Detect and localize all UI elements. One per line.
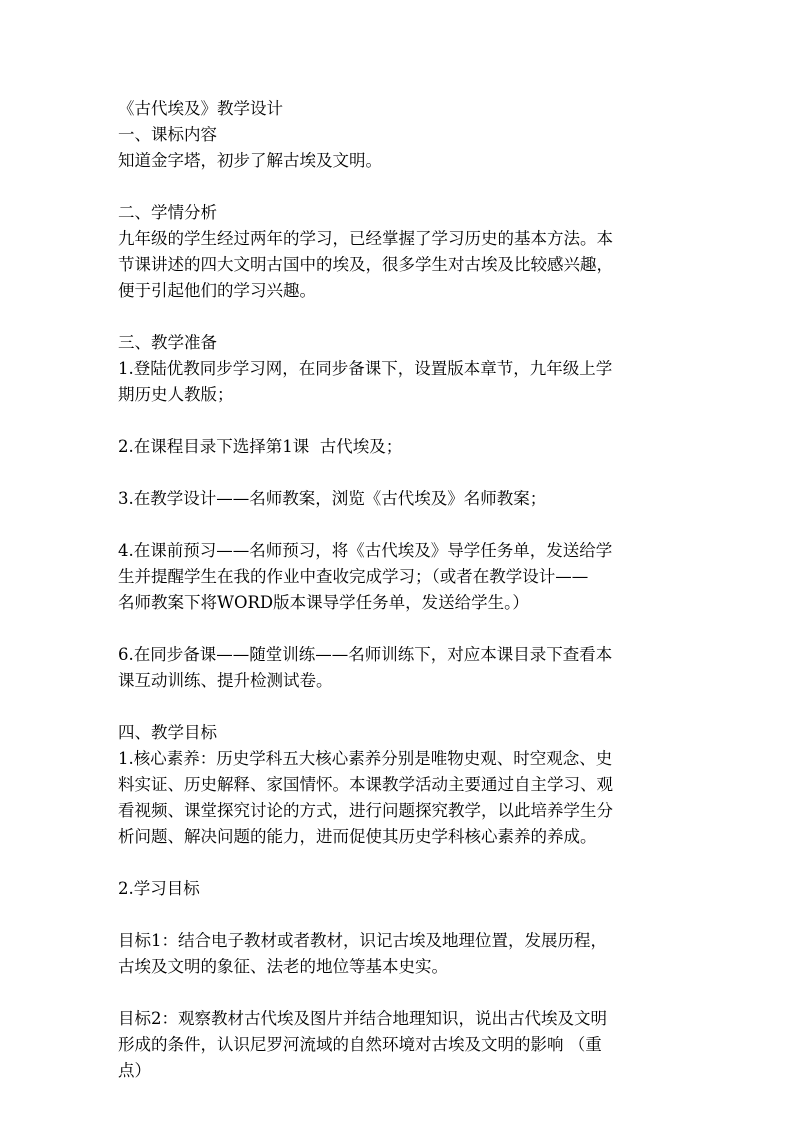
- goal-2-line: 形成的条件，认识尼罗河流域的自然环境对古埃及文明的影响 （重: [118, 1035, 602, 1054]
- preparation-item-4-line: 生并提醒学生在我的作业中查收完成学习；（或者在教学设计——: [118, 567, 589, 586]
- preparation-item-4-line: 名师教案下将WORD版本课导学任务单，发送给学生。）: [118, 593, 529, 612]
- student-analysis-line: 便于引起他们的学习兴趣。: [118, 281, 316, 300]
- blank-line: [118, 512, 680, 538]
- goal-2-line: 目标2：观察教材古代埃及图片并结合地理知识，说出古代埃及文明: [118, 1009, 607, 1028]
- objectives-item-2: 2.学习目标: [118, 879, 200, 898]
- preparation-item-6-line: 课互动训练、提升检测试卷。: [118, 671, 333, 690]
- curriculum-text: 知道金字塔，初步了解古埃及文明。: [118, 151, 382, 170]
- objectives-item-1-line: 看视频、课堂探究讨论的方式，进行问题探究教学，以此培养学生分: [118, 801, 613, 820]
- preparation-item-1-line: 期历史人教版；: [118, 385, 234, 404]
- preparation-item-6-line: 6.在同步备课——随堂训练——名师训练下，对应本课目录下查看本: [118, 645, 613, 664]
- goal-1-line: 古埃及文明的象征、法老的地位等基本史实。: [118, 957, 448, 976]
- blank-line: [118, 616, 680, 642]
- blank-line: [118, 174, 680, 200]
- objectives-item-1-line: 析问题、解决问题的能力，进而促使其历史学科核心素养的养成。: [118, 827, 597, 846]
- preparation-item-4-line: 4.在课前预习——名师预习，将《古代埃及》导学任务单，发送给学: [118, 541, 613, 560]
- document-title: 《古代埃及》教学设计: [118, 99, 283, 118]
- blank-line: [118, 304, 680, 330]
- blank-line: [118, 850, 680, 876]
- objectives-item-1-line: 1.核心素养：历史学科五大核心素养分别是唯物史观、时空观念、史: [118, 749, 613, 768]
- blank-line: [118, 460, 680, 486]
- preparation-item-3: 3.在教学设计——名师教案，浏览《古代埃及》名师教案；: [118, 489, 547, 508]
- section-heading-student-analysis: 二、学情分析: [118, 203, 217, 222]
- section-heading-preparation: 三、教学准备: [118, 333, 217, 352]
- objectives-item-1-line: 料实证、历史解释、家国情怀。本课教学活动主要通过自主学习、观: [118, 775, 613, 794]
- blank-line: [118, 980, 680, 1006]
- blank-line: [118, 902, 680, 928]
- section-heading-curriculum: 一、课标内容: [118, 125, 217, 144]
- section-heading-objectives: 四、教学目标: [118, 723, 217, 742]
- preparation-item-2: 2.在课程目录下选择第1课 古代埃及；: [118, 437, 403, 456]
- blank-line: [118, 408, 680, 434]
- student-analysis-line: 九年级的学生经过两年的学习，已经掌握了学习历史的基本方法。本: [118, 229, 613, 248]
- student-analysis-line: 节课讲述的四大文明古国中的埃及，很多学生对古埃及比较感兴趣，: [118, 255, 613, 274]
- preparation-item-1-line: 1.登陆优教同步学习网，在同步备课下，设置版本章节，九年级上学: [118, 359, 613, 378]
- blank-line: [118, 694, 680, 720]
- goal-1-line: 目标1：结合电子教材或者教材，识记古埃及地理位置，发展历程，: [118, 931, 607, 950]
- document-page: [118, 96, 680, 1084]
- goal-2-line: 点）: [118, 1061, 151, 1080]
